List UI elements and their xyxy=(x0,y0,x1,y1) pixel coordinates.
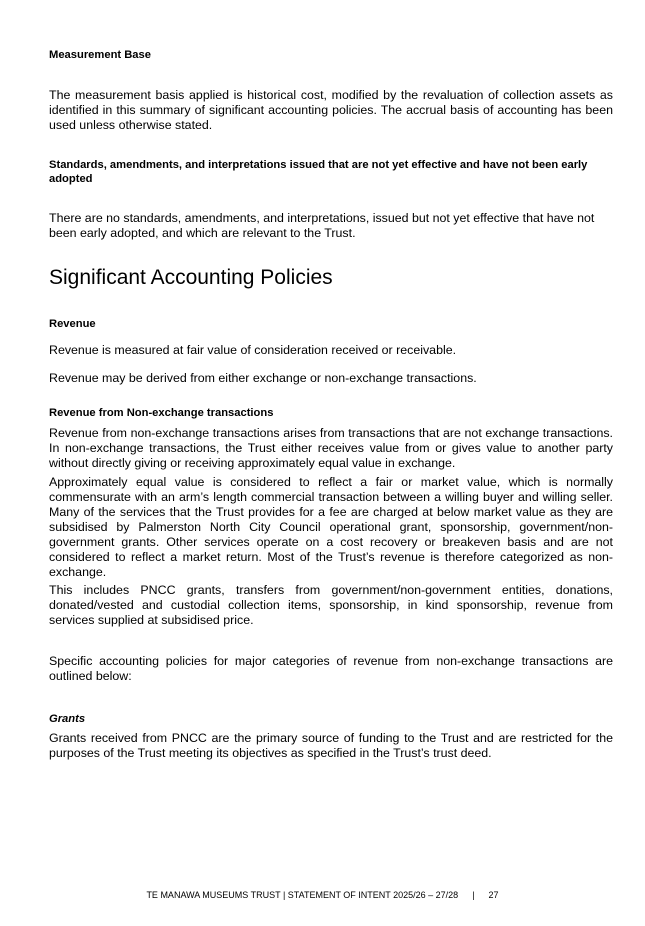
standards-heading: Standards, amendments, and interpretations issued that are not yet effective and have not been early adopted xyxy=(49,159,588,185)
page-footer xyxy=(0,890,645,901)
non-exchange-paragraph-4: Specific accounting policies for major categories of revenue from non-exchange transactions are outlined below: xyxy=(49,654,613,683)
footer-separator: | xyxy=(472,890,475,900)
grants-paragraph: Grants received from PNCC are the primary source of funding to the Trust and are restricted for the purposes of the Trust meeting its objectives as specified in the Trust’s trust deed. xyxy=(49,731,613,760)
revenue-paragraph-1: Revenue is measured at fair value of consideration received or receivable. xyxy=(49,343,457,357)
footer-text: TE MANAWA MUSEUMS TRUST | STATEMENT OF INTENT 2025/26 – 27/28 xyxy=(146,890,459,900)
revenue-heading: Revenue xyxy=(49,318,96,330)
non-exchange-heading: Revenue from Non-exchange transactions xyxy=(49,407,274,419)
non-exchange-paragraph-2: Approximately equal value is considered to reflect a fair or market value, which is normally commensurate with an arm’s length commercial transaction between a willing buyer and willing seller. Many of the services that the Trust provides for a fee are charged at below market value as they are subsidised by Palmerston North City Council operational grant, sponsorship, government/non-government grants. Other services operate on a cost recovery or breakeven basis and are not considered to reflect a market return. Most of the Trust’s revenue is therefore categorized as non-exchange. xyxy=(49,475,613,579)
grants-heading: Grants xyxy=(49,713,86,725)
revenue-paragraph-2: Revenue may be derived from either exchange or non-exchange transactions. xyxy=(49,371,477,385)
non-exchange-paragraph-3: This includes PNCC grants, transfers from government/non-government entities, donations, donated/vested and custodial collection items, sponsorship, in kind sponsorship, revenue from services supplied at subsidised price. xyxy=(49,583,613,627)
measurement-base-heading: Measurement Base xyxy=(49,49,151,61)
page-number: 27 xyxy=(488,890,499,900)
non-exchange-paragraph-1: Revenue from non-exchange transactions arises from transactions that are not exchange transactions. In non-exchange transactions, the Trust either receives value from or gives value to another party without directly giving or receiving approximately equal value in exchange. xyxy=(49,426,613,470)
section-title: Significant Accounting Policies xyxy=(49,266,333,289)
standards-paragraph: There are no standards, amendments, and interpretations, issued but not yet effective that have not been early adopted, and which are relevant to the Trust. xyxy=(49,211,595,240)
measurement-base-paragraph: The measurement basis applied is historical cost, modified by the revaluation of collection assets as identified in this summary of significant accounting policies. The accrual basis of accounting has been used unless otherwise stated. xyxy=(49,88,613,132)
